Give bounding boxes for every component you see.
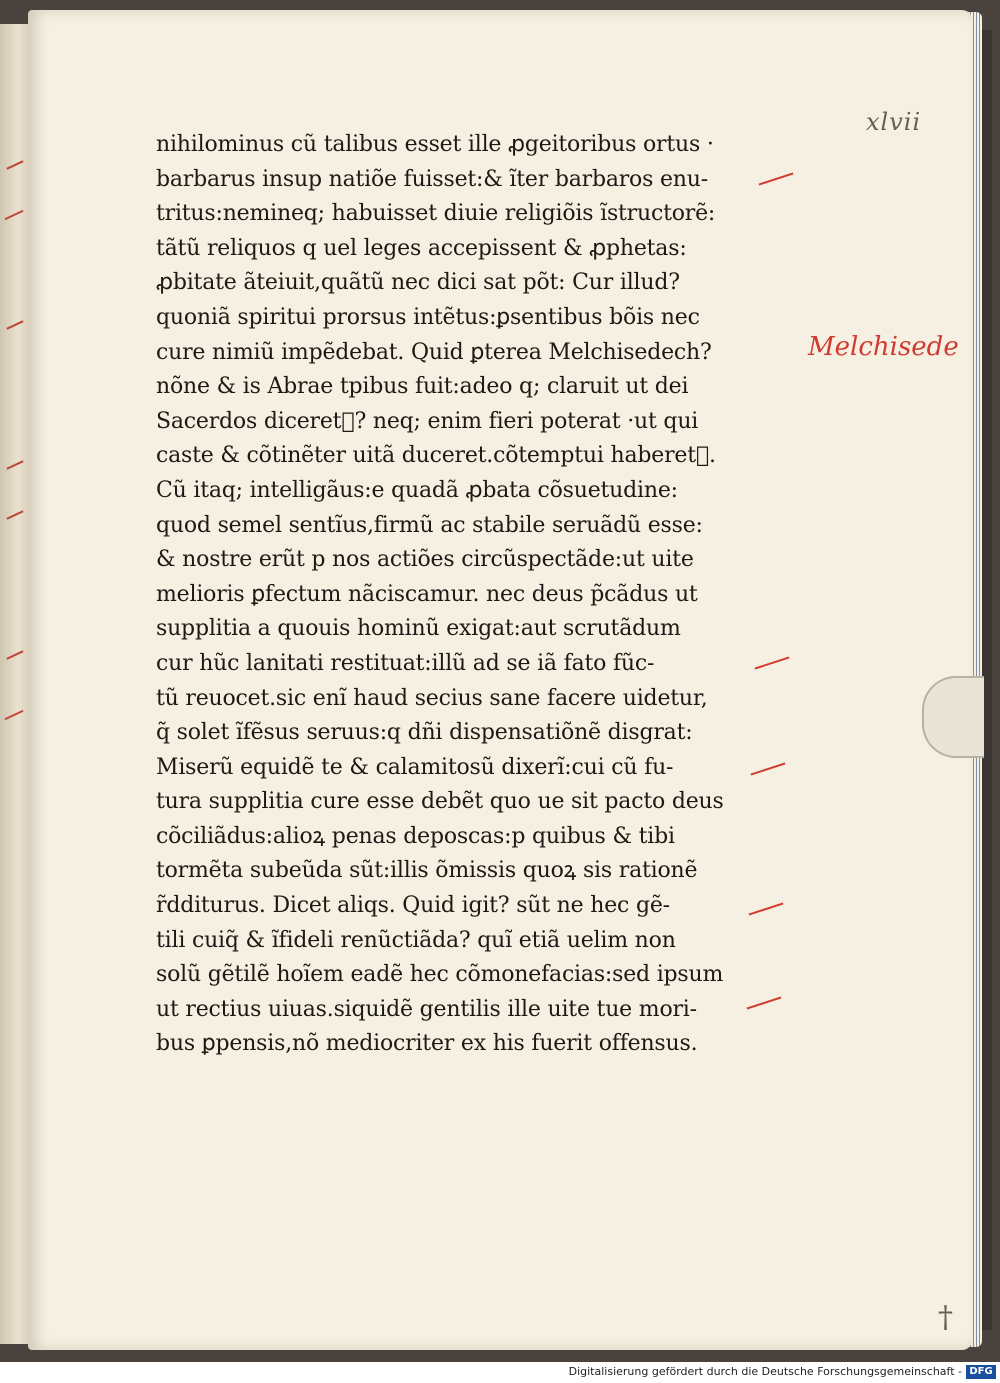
- text-line: & nostre erũt p nos actiões circũspectãde:ut uite: [156, 547, 694, 573]
- rubric-mark: [5, 210, 24, 220]
- text-line: q̃ solet ĩfẽsus seruus:q dñi dispensatiõnẽ disgrat:: [156, 720, 693, 746]
- text-line: cõciliãdus:alioꝝ penas deposcas:p quibus & tibi: [156, 823, 675, 849]
- text-line: ut rectius uiuas.siquidẽ gentilis ille uite tue mori-: [156, 996, 697, 1022]
- marginal-note: Melchisede: [808, 332, 959, 362]
- book-page: [28, 10, 972, 1350]
- text-line: bus ꝑpensis,nõ mediocriter ex his fuerit offensus.: [156, 1031, 698, 1057]
- text-line: nihilominus cũ talibus esset ille ꝓgeitoribus ortus ·: [156, 132, 714, 157]
- text-line: tũ reuocet.sic enĩ haud secius sane facere uidetur,: [156, 685, 708, 711]
- text-line: caste & cõtinẽter uitã duceret.cõtemptui haberetᷣ.: [156, 443, 716, 469]
- text-line: nõne & is Abrae tpibus fuit:adeo q; claruit ut dei: [156, 374, 689, 400]
- text-line: cure nimiũ impẽdebat. Quid ꝑterea Melchisedech?: [156, 339, 712, 365]
- rubric-mark: [6, 160, 23, 169]
- rubric-mark: [6, 460, 23, 469]
- rubric-mark: [5, 710, 24, 720]
- text-line: Sacerdos diceretᷣ? neq; enim fieri poterat ·ut qui: [156, 408, 699, 434]
- text-line: tili cuiq̃ & ĩfideli renũctiãda? quĩ etiã uelim non: [156, 927, 676, 953]
- folio-number: xlvii: [866, 108, 922, 136]
- dfg-logo: DFG: [966, 1365, 996, 1379]
- rubric-mark: [6, 650, 23, 659]
- facing-page-edge: [0, 24, 31, 1344]
- text-line: solũ gẽtilẽ hoĩem eadẽ hec cõmonefacias:sed ipsum: [156, 962, 724, 988]
- text-block: [156, 128, 786, 1062]
- bookmark-tab: [922, 676, 984, 758]
- text-line: Cũ itaq; intelligãus:e quadã ꝓbata cõsuetudine:: [156, 477, 678, 503]
- text-line: quod semel sentĩus,firmũ ac stabile seruãdũ esse:: [156, 512, 703, 538]
- signature-mark: †: [938, 1300, 953, 1335]
- text-line: melioris ꝑfectum nãciscamur. nec deus p̃cãdus ut: [156, 581, 698, 607]
- credit-text: Digitalisierung gefördert durch die Deutsche Forschungsgemeinschaft -: [568, 1365, 962, 1378]
- text-line: cur hũc lanitati restituat:illũ ad se iã fato fũc-: [156, 650, 655, 676]
- text-line: tritus:nemineq; habuisset diuie religiõis ĩstructorẽ:: [156, 201, 716, 227]
- text-line: tormẽta subeũda sũt:illis õmissis quoꝝ sis rationẽ: [156, 858, 698, 884]
- text-line: tãtũ reliquos q uel leges accepissent & ꝓphetas:: [156, 235, 687, 261]
- text-line: quoniã spiritui prorsus intẽtus:ꝑsentibus bõis nec: [156, 304, 700, 330]
- text-line: ꝓbitate ãteiuit,quãtũ nec dici sat põt: Cur illud?: [156, 270, 680, 296]
- text-line: supplitia a quouis hominũ exigat:aut scrutãdum: [156, 616, 681, 642]
- credit-bar: [0, 1362, 1000, 1383]
- rubric-mark: [6, 510, 23, 519]
- text-line: tura supplitia cure esse debẽt quo ue sit pacto deus: [156, 789, 724, 815]
- rubric-mark: [6, 320, 23, 329]
- text-line: Miserũ equidẽ te & calamitosũ dixerĩ:cui cũ fu-: [156, 754, 674, 780]
- text-line: r̃dditurus. Dicet aliqs. Quid igit? sũt ne hec gẽ-: [156, 893, 670, 919]
- text-line: barbarus insup natiõe fuisset:& ĩter barbaros enu-: [156, 166, 708, 192]
